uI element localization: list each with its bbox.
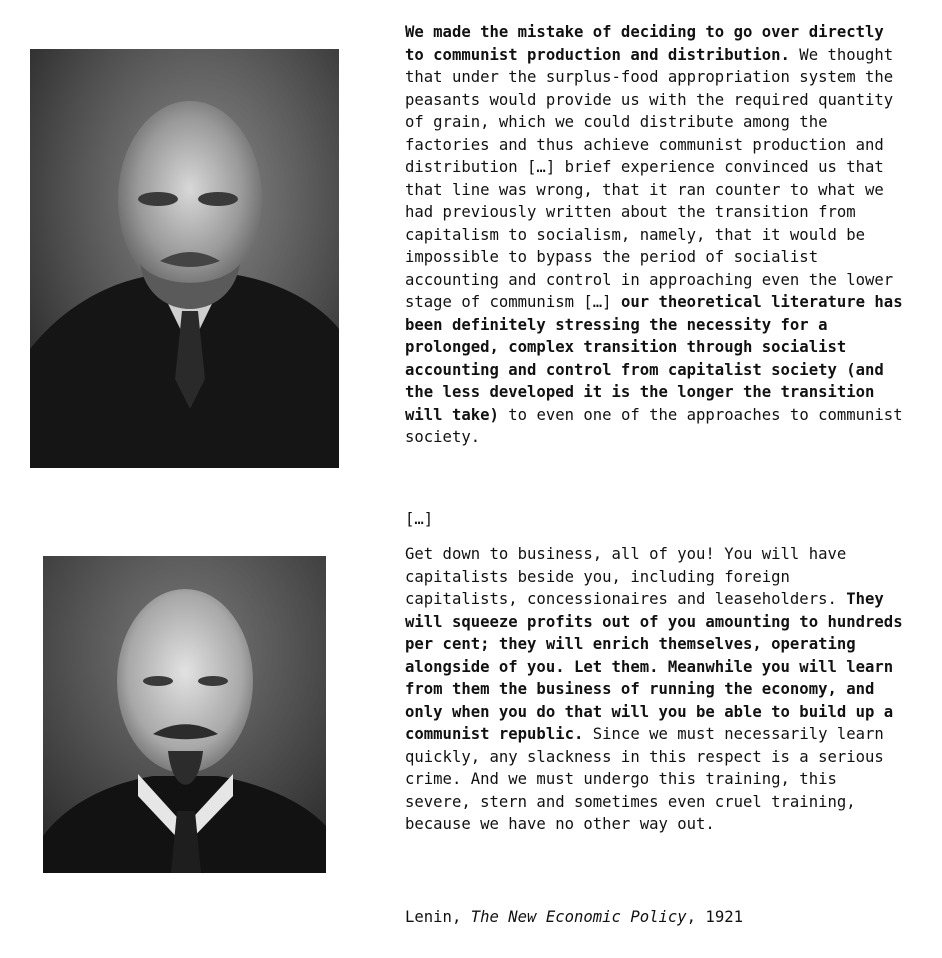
quote-1-normal-a: We thought that under the surplus-food appropriation system the peasants would provide us with the required quantity of grain, which we could distribute among the factories and thus achieve communist production and distribution […] brief experience convinced us that that line was wrong, that it ran counter to what we had previously written about the transition from capitalism to socialism, namely, that it would be impossible to bypass the period of socialist accounting and control in approaching even the lower stage of communism […] [405,45,894,311]
quote-1-bold-b: our theoretical literature has been definitely stressing the necessity for a prolonged, complex transition through socialist accounting and control from capitalist society (and the less developed it is the longer the transition will take) [405,293,903,424]
quote-paragraph-2 [405,543,910,836]
quote-2-normal-b: Since we must necessarily learn quickly, any slackness in this respect is a serious crime. And we must undergo this training, this severe, stern and sometimes even cruel training, because we have no other way out. [405,725,884,833]
quote-1-normal-b: to even one of the approaches to communist society. [405,405,903,446]
attribution-work-title: The New Economic Policy [470,908,687,926]
attribution [405,906,910,929]
portrait-photo-top [30,49,339,468]
quote-ellipsis: […] [405,510,434,528]
quote-1-bold-a: We made the mistake of deciding to go over directly to communist production and distribution. [405,23,884,64]
quote-2-normal-a: Get down to business, all of you! You will have capitalists beside you, including foreign capitalists, concessionaires and leaseholders. [405,545,847,608]
portrait-image-bottom [43,556,326,873]
portrait-image-top [30,49,339,468]
quote-2-bold-a: They will squeeze profits out of you amounting to hundreds per cent; they will enrich themselves, operating alongside of you. Let them. Meanwhile you will learn from them the business of running the economy, and only when you do that will you be able to build up a communist republic. [405,590,903,743]
quote-paragraph-1 [405,21,910,449]
attribution-author: Lenin, [405,908,471,926]
attribution-year: , 1921 [686,908,743,926]
portrait-photo-bottom [43,556,326,873]
